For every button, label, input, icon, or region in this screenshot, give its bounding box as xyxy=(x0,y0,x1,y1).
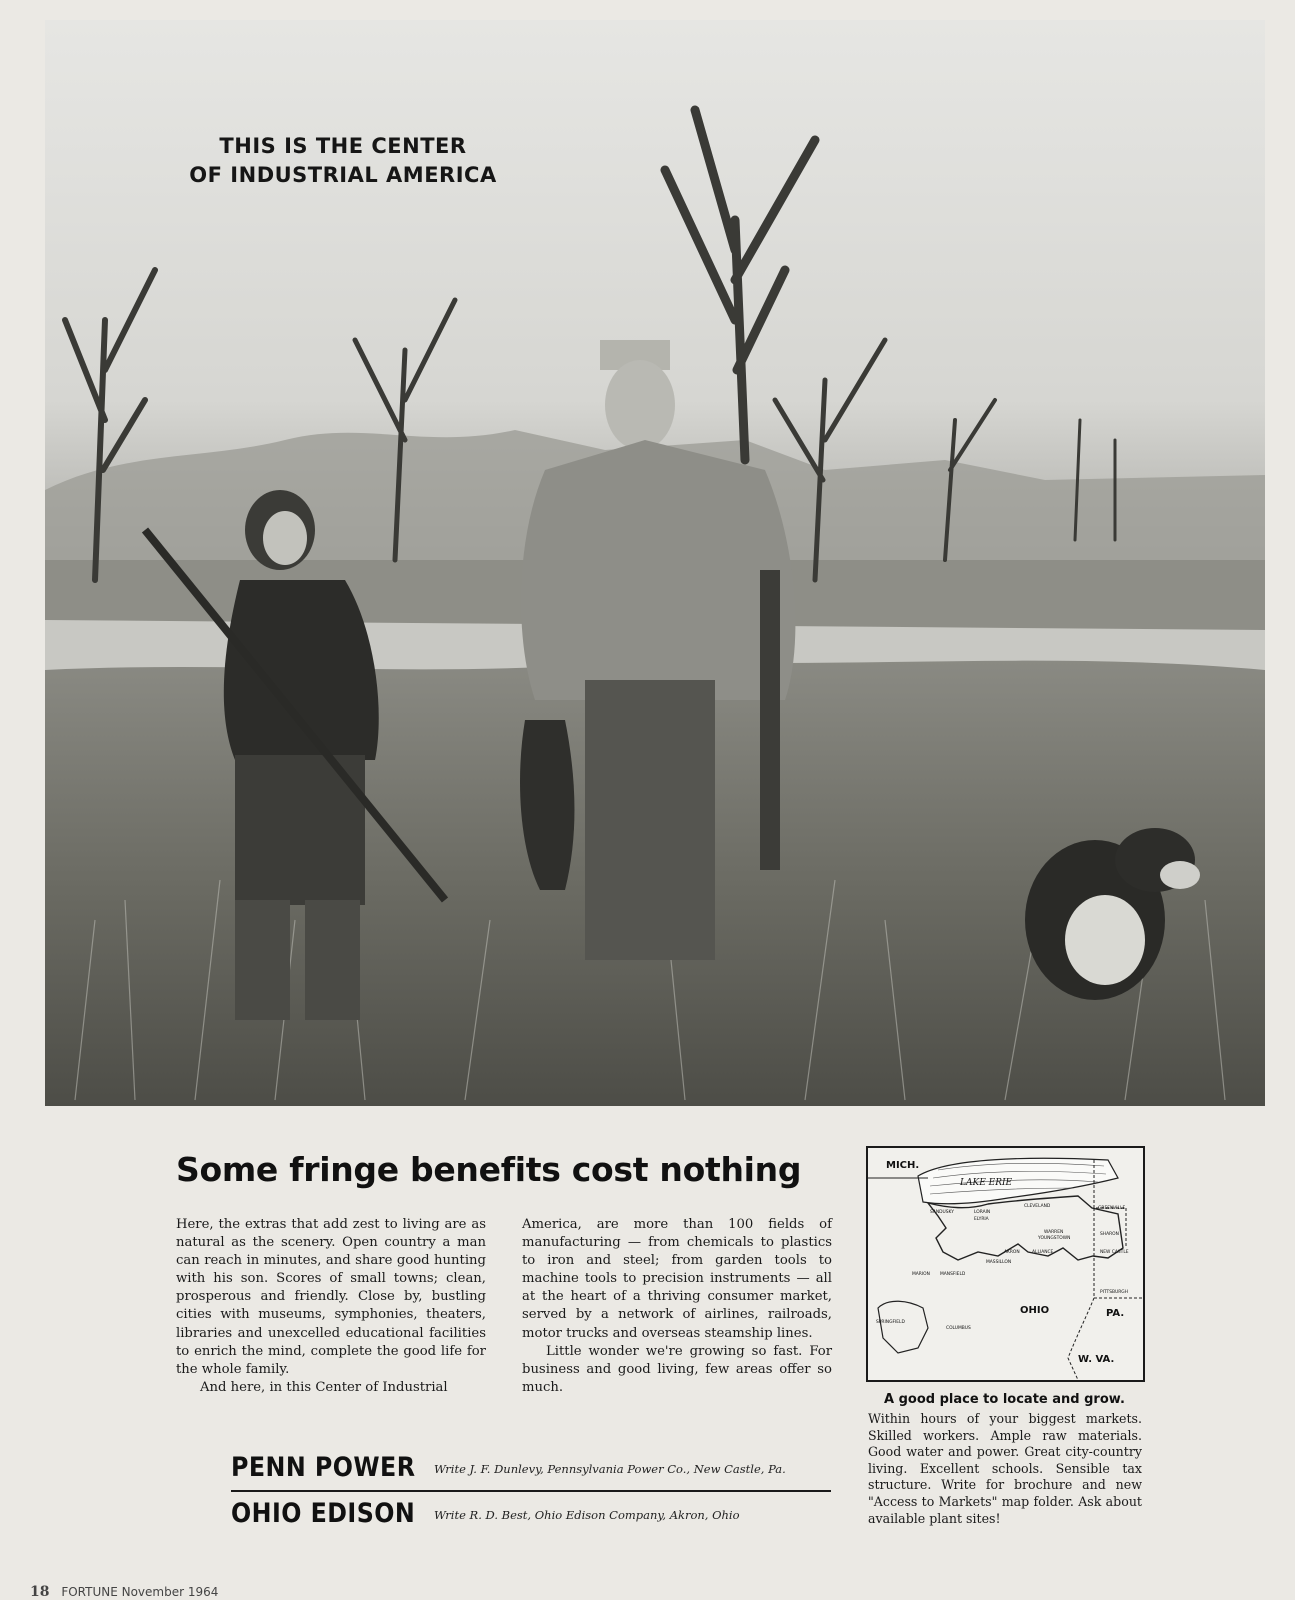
body-paragraph: And here, in this Center of Industrial xyxy=(200,1379,448,1395)
city-label: MANSFIELD xyxy=(940,1272,966,1277)
ohio-edison-logo: OHIO EDISON xyxy=(231,1498,416,1529)
map-label-lake-erie: LAKE ERIE xyxy=(960,1178,1013,1188)
city-label: SHARON xyxy=(1100,1232,1119,1237)
city-label: WARREN xyxy=(1044,1230,1064,1235)
map-label-wva: W. VA. xyxy=(1078,1354,1115,1365)
city-label: SANDUSKY xyxy=(930,1210,954,1215)
hero-photo xyxy=(45,20,1265,1106)
penn-power-logo: PENN POWER xyxy=(231,1452,416,1483)
city-label: COLUMBUS xyxy=(946,1326,971,1331)
body-paragraph: America, are more than 100 fields of manufacturing — from chemicals to plastics to iron and steel; from garden tools to machine tools to precision instruments — all at the heart of a thriving consumer market, served by a network of airlines, railroads, motor trucks and overseas steamship lines. xyxy=(522,1217,832,1341)
city-label: GREENVILLE xyxy=(1098,1206,1126,1211)
city-label: AKRON xyxy=(1004,1250,1020,1255)
page-folio xyxy=(30,1584,218,1600)
city-label: ALLIANCE xyxy=(1032,1250,1054,1255)
ohio-edison-contact: Write R. D. Best, Ohio Edison Company, Akron, Ohio xyxy=(434,1508,740,1522)
photo-caption xyxy=(163,132,523,190)
sponsor-divider xyxy=(231,1490,831,1492)
map-label-pa: PA. xyxy=(1106,1308,1125,1319)
body-paragraph: Here, the extras that add zest to living are as natural as the scenery. Open country a man can reach in minutes, and share good hunting with his son. Scores of small towns; clean, prosperous and friendly. Close by, bustling cities with museums, symphonies, theaters, libraries and unexcelled educational facilities to enrich the mind, complete the good life for the whole family. xyxy=(176,1217,486,1377)
map-label-mich: MICH. xyxy=(886,1160,920,1171)
headline: Some fringe benefits cost nothing xyxy=(176,1150,802,1189)
city-label: ELYRIA xyxy=(974,1217,989,1222)
service-area-map xyxy=(866,1146,1145,1382)
body-paragraph: Little wonder we're growing so fast. For business and good living, few areas offer so much. xyxy=(522,1343,832,1395)
map-label-ohio: OHIO xyxy=(1020,1305,1050,1316)
city-label: MASSILLON xyxy=(986,1260,1012,1265)
city-label: MARION xyxy=(912,1272,930,1277)
penn-power-contact: Write J. F. Dunlevy, Pennsylvania Power Co., New Castle, Pa. xyxy=(434,1462,786,1476)
photo-caption-line2: OF INDUSTRIAL AMERICA xyxy=(189,163,497,187)
photo-caption-line1: THIS IS THE CENTER xyxy=(219,134,467,158)
body-column-2 xyxy=(522,1216,832,1397)
city-label: YOUNGSTOWN xyxy=(1038,1236,1071,1241)
body-column-1 xyxy=(176,1216,486,1397)
city-label: CLEVELAND xyxy=(1024,1204,1051,1209)
page-number: 18 xyxy=(30,1584,50,1600)
city-label: NEW CASTLE xyxy=(1100,1250,1129,1255)
city-label: LORAIN xyxy=(974,1210,991,1215)
sidebar-title: A good place to locate and grow. xyxy=(884,1392,1125,1407)
city-label: SPRINGFIELD xyxy=(876,1320,905,1325)
city-label: PITTSBURGH xyxy=(1100,1290,1128,1295)
sidebar-text: Within hours of your biggest markets. Skilled workers. Ample raw materials. Good water and power. Great city-country living. Excellent schools. Sensible tax structure. Write for brochure and new "Access to Markets" map folder. Ask about available plant sites! xyxy=(868,1411,1142,1526)
publication-name: FORTUNE November 1964 xyxy=(61,1585,219,1599)
